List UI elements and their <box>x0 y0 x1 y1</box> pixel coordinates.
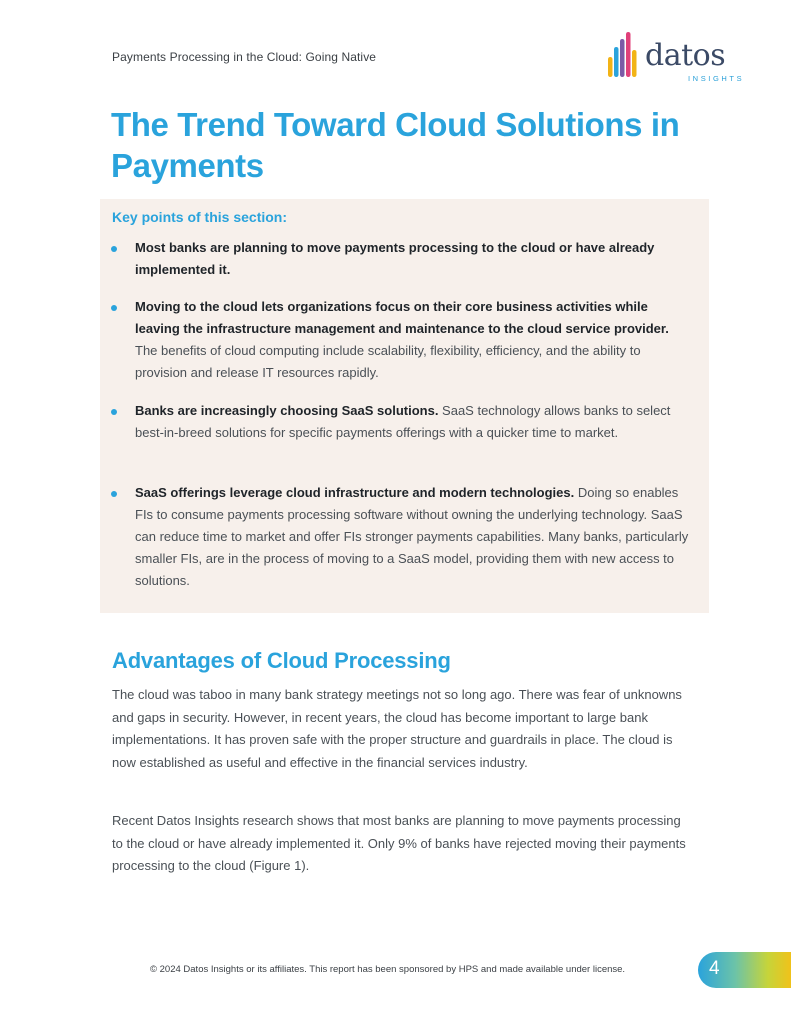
bullet-dot <box>111 305 117 311</box>
logo-bars-icon <box>608 30 638 80</box>
logo-wordmark: datos <box>645 38 726 73</box>
page-number: 4 <box>709 958 720 979</box>
key-points-box <box>100 199 709 613</box>
body-paragraph: Recent Datos Insights research shows that most banks are planning to move payments processing to the cloud or have already implemented it. Only 9% of banks have rejected moving their payments processing to the cloud (Figure 1). <box>112 813 686 873</box>
document-running-title: Payments Processing in the Cloud: Going Native <box>112 50 377 64</box>
footer-copyright: © 2024 Datos Insights or its affiliates. This report has been sponsored by HPS and made available under license. <box>150 964 626 975</box>
key-point-text: Doing so enables FIs to consume payments processing software without owning the underlying technology. SaaS can reduce time to market and offer FIs stronger payments capabilities. Many banks, particularly smaller FIs, are in the process of moving to a SaaS model, providing them with new access to solutions. <box>135 485 689 588</box>
logo-subtitle: INSIGHTS <box>688 74 745 83</box>
section-heading: Advantages of Cloud Processing <box>112 648 451 673</box>
bullet-dot <box>111 246 117 252</box>
key-point-text: SaaS technology allows banks to select best-in-breed solutions for specific payments offerings with a quicker time to market. <box>135 403 671 440</box>
key-point-bold: Most banks are planning to move payments processing to the cloud or have already implemented it. <box>135 240 655 277</box>
datos-insights-logo <box>608 30 745 88</box>
key-point-bold: SaaS offerings leverage cloud infrastructure and modern technologies. <box>135 485 575 500</box>
body-paragraph: The cloud was taboo in many bank strategy meetings not so long ago. There was fear of unknowns and gaps in security. However, in recent years, the cloud has become important to large bank implementations. It has proven safe with the proper structure and guardrails in place. The cloud is now established as useful and effective in the financial services industry. <box>112 687 682 770</box>
bullet-dot <box>111 409 117 415</box>
page-number-tab <box>698 952 791 988</box>
key-point-text: The benefits of cloud computing include scalability, flexibility, efficiency, and the ability to provision and release IT resources rapidly. <box>135 343 641 380</box>
key-point-bold: Banks are increasingly choosing SaaS solutions. <box>135 403 439 418</box>
key-point-item <box>135 400 691 444</box>
key-point-item <box>135 296 691 384</box>
key-point-item <box>135 237 691 281</box>
key-point-bold: Moving to the cloud lets organizations focus on their core business activities while leaving the infrastructure management and maintenance to the cloud service provider. <box>135 299 669 336</box>
key-points-heading: Key points of this section: <box>112 209 288 225</box>
key-point-item <box>135 482 691 592</box>
bullet-dot <box>111 491 117 497</box>
page-title: The Trend Toward Cloud Solutions in Payments <box>111 106 680 184</box>
